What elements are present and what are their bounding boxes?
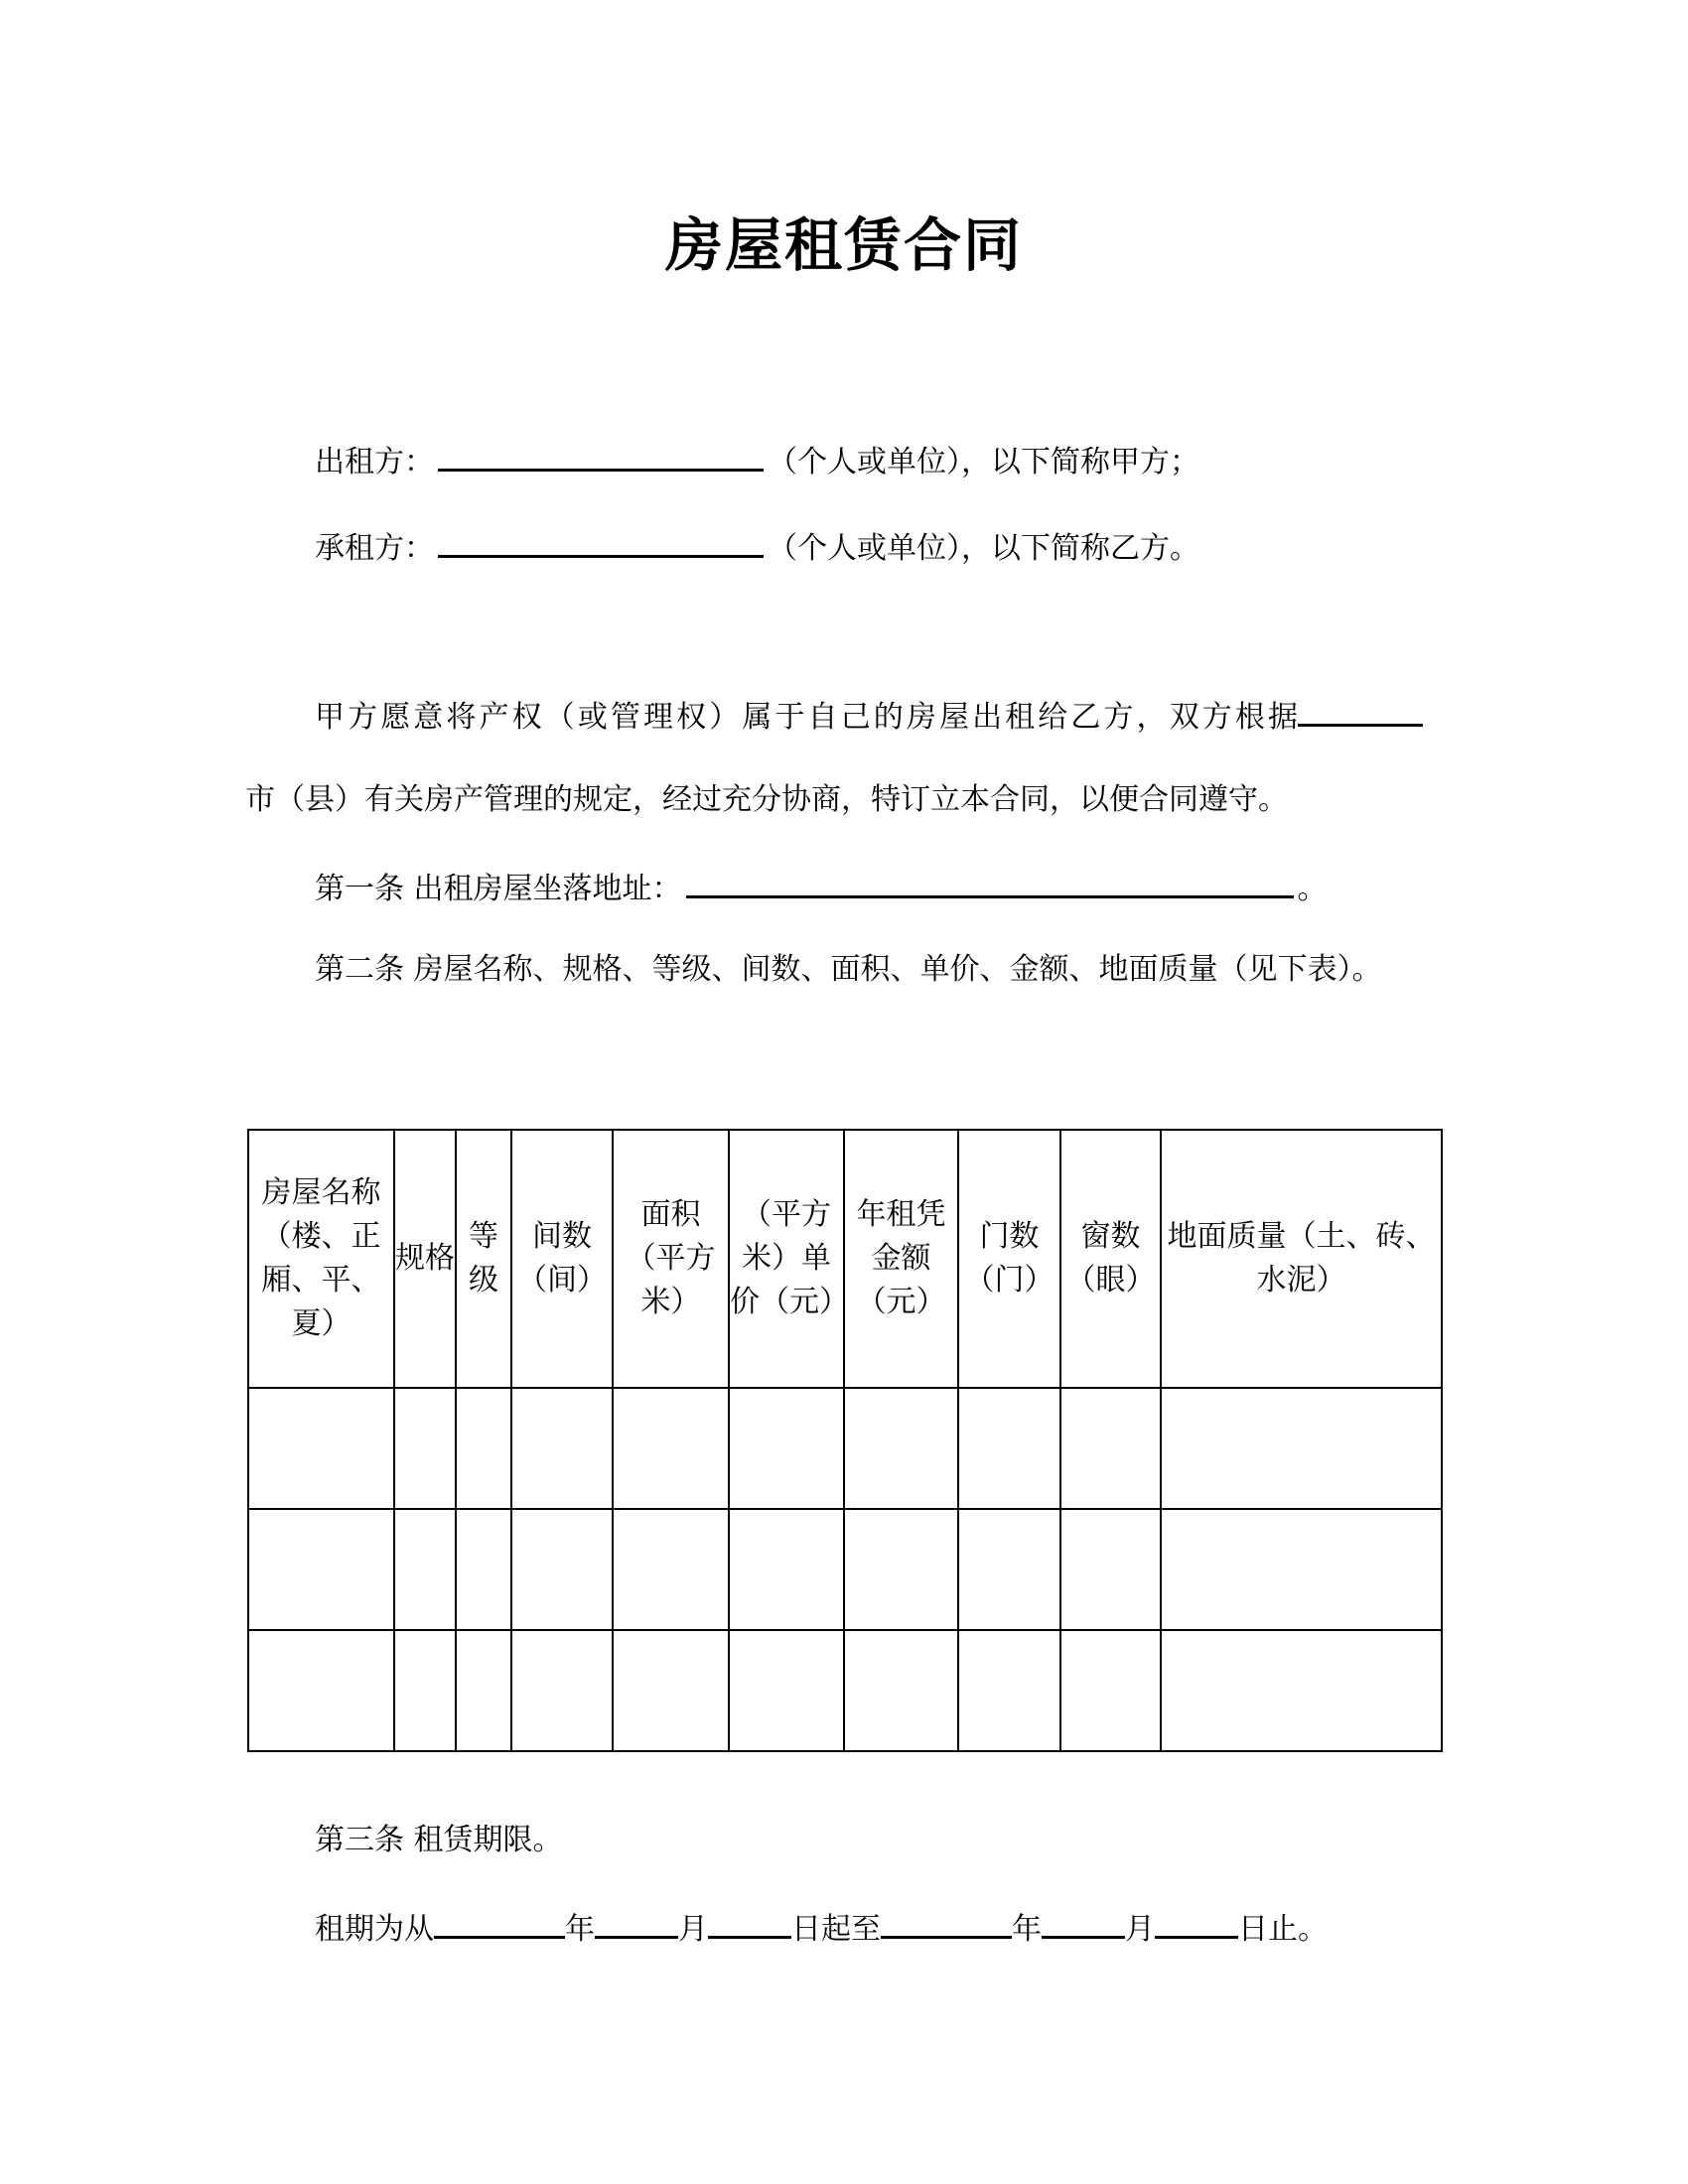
article-1 [315, 866, 1328, 909]
table-cell[interactable] [248, 1630, 394, 1751]
term-day-1: 日起至 [791, 1912, 881, 1947]
article-3 [315, 1821, 563, 1860]
header-annual-rent: 年租凭金额（元） [844, 1130, 958, 1388]
term-day-2: 日止。 [1238, 1912, 1328, 1947]
header-door-count: 门数（门） [958, 1130, 1060, 1388]
lessor-label: 出租方： [315, 445, 434, 479]
end-day-field[interactable] [1155, 1906, 1238, 1939]
table-cell[interactable] [456, 1630, 511, 1751]
table-cell[interactable] [844, 1388, 958, 1509]
table-cell[interactable] [456, 1509, 511, 1630]
header-spec: 规格 [394, 1130, 456, 1388]
header-area: 面积（平方米） [613, 1130, 729, 1388]
table-cell[interactable] [958, 1509, 1060, 1630]
table-cell[interactable] [729, 1630, 844, 1751]
table-cell[interactable] [511, 1388, 613, 1509]
address-field[interactable] [686, 866, 1294, 898]
table-cell[interactable] [248, 1509, 394, 1630]
lessor-line [315, 439, 1199, 482]
article-2-text: 房屋名称、规格、等级、间数、面积、单价、金额、地面质量（见下表）。 [413, 952, 1382, 987]
end-month-field[interactable] [1042, 1906, 1125, 1939]
table-cell[interactable] [394, 1630, 456, 1751]
house-details-table [247, 1129, 1443, 1752]
table-cell[interactable] [613, 1388, 729, 1509]
table-cell[interactable] [1161, 1388, 1442, 1509]
table-cell[interactable] [1161, 1630, 1442, 1751]
preamble-text-1: 甲方愿意将产权（或管理权）属于自己的房屋出租给乙方，双方根据 [315, 700, 1298, 735]
table-header-row [248, 1130, 1442, 1388]
header-grade: 等级 [456, 1130, 511, 1388]
term-month-2: 月 [1125, 1912, 1155, 1947]
table-cell[interactable] [844, 1630, 958, 1751]
table-cell[interactable] [613, 1509, 729, 1630]
article-1-label: 第一条 [315, 872, 404, 906]
table-cell[interactable] [511, 1509, 613, 1630]
lessee-name-field[interactable] [438, 525, 764, 558]
article-1-end: 。 [1297, 872, 1328, 906]
article-2-label: 第二条 [315, 952, 404, 987]
table-cell[interactable] [511, 1630, 613, 1751]
article-3-label: 第三条 [315, 1823, 404, 1857]
preamble-line-2 [245, 780, 1288, 820]
start-year-field[interactable] [434, 1906, 565, 1939]
start-day-field[interactable] [708, 1906, 791, 1939]
article-1-text: 出租房屋坐落地址： [413, 872, 682, 906]
table-cell[interactable] [394, 1388, 456, 1509]
term-year-2: 年 [1012, 1912, 1042, 1947]
lessor-name-field[interactable] [438, 439, 764, 472]
term-year-1: 年 [565, 1912, 595, 1947]
table-row [248, 1630, 1442, 1751]
term-prefix: 租期为从 [315, 1912, 434, 1947]
table-cell[interactable] [456, 1388, 511, 1509]
table-cell[interactable] [1060, 1388, 1161, 1509]
table-cell[interactable] [958, 1388, 1060, 1509]
header-unit-price: （平方米）单价（元） [729, 1130, 844, 1388]
table-cell[interactable] [1060, 1630, 1161, 1751]
table-cell[interactable] [729, 1388, 844, 1509]
lease-term-line [315, 1906, 1328, 1950]
start-month-field[interactable] [595, 1906, 678, 1939]
end-year-field[interactable] [881, 1906, 1012, 1939]
table-cell[interactable] [1060, 1509, 1161, 1630]
table-cell[interactable] [613, 1630, 729, 1751]
table-cell[interactable] [248, 1388, 394, 1509]
article-2 [315, 950, 1382, 990]
table-row [248, 1509, 1442, 1630]
preamble-text-2: 市（县）有关房产管理的规定，经过充分协商，特订立本合同，以便合同遵守。 [245, 782, 1288, 817]
table-cell[interactable] [729, 1509, 844, 1630]
table-cell[interactable] [394, 1509, 456, 1630]
city-field[interactable] [1298, 694, 1423, 727]
table-row [248, 1388, 1442, 1509]
header-house-name: 房屋名称（楼、正厢、平、夏） [248, 1130, 394, 1388]
lessee-label: 承租方： [315, 531, 434, 566]
table-cell[interactable] [958, 1630, 1060, 1751]
lessee-suffix: （个人或单位），以下简称乙方。 [768, 531, 1199, 566]
preamble-line-1 [315, 694, 1423, 738]
header-floor-quality: 地面质量（土、砖、水泥） [1161, 1130, 1442, 1388]
header-window-count: 窗数（眼） [1060, 1130, 1161, 1388]
term-month-1: 月 [678, 1912, 708, 1947]
article-3-text: 租赁期限。 [413, 1823, 563, 1857]
contract-title: 房屋租赁合同 [664, 211, 1023, 279]
lessor-suffix: （个人或单位），以下简称甲方； [768, 445, 1199, 479]
header-room-count: 间数（间） [511, 1130, 613, 1388]
table-cell[interactable] [844, 1509, 958, 1630]
table-cell[interactable] [1161, 1509, 1442, 1630]
lessee-line [315, 525, 1199, 569]
